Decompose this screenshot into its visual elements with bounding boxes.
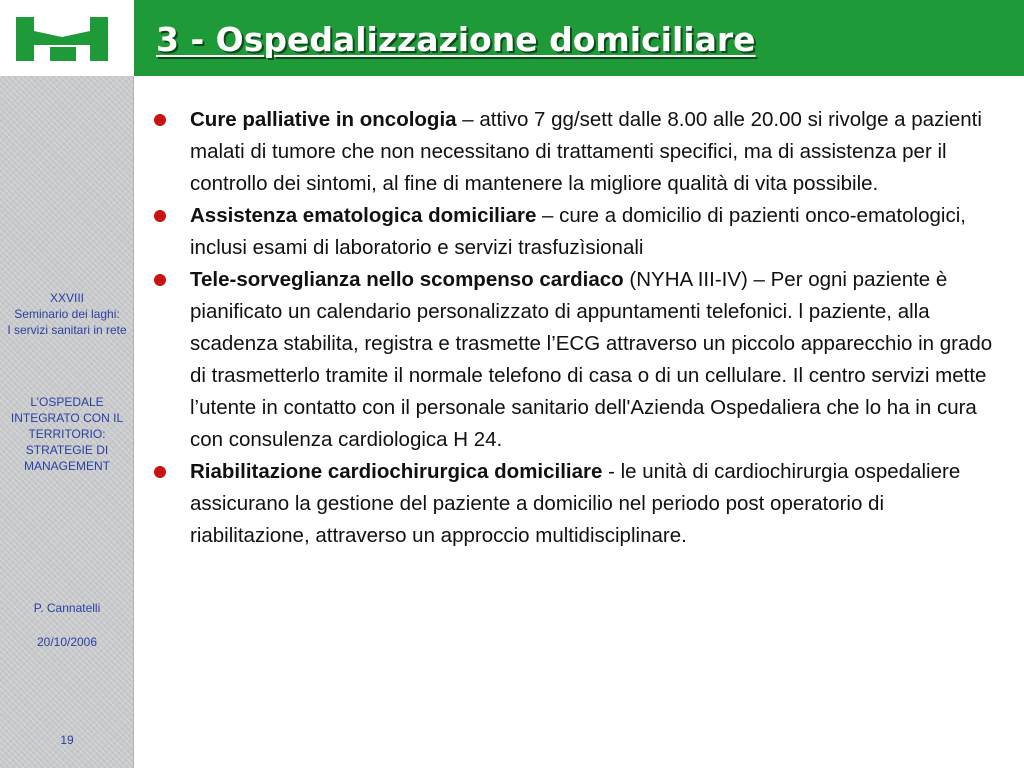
list-item-heading: Tele-sorveglianza nello scompenso cardiaco xyxy=(190,268,624,291)
page-title: 3 - Ospedalizzazione domiciliare xyxy=(156,20,756,59)
list-item-text: – attivo 7 gg/sett dalle 8.00 alle 20.00 si rivolge a pazienti malati di tumore che non necessitano di trattamenti specifici, ma di assistenza per il controllo dei sintomi, al fine di mantenere la migliore qualità di vita possibile. xyxy=(190,108,982,195)
list-item xyxy=(152,200,997,264)
hospital-h-logo-icon xyxy=(16,17,110,61)
list-item-heading: Cure palliative in oncologia xyxy=(190,108,457,131)
list-item xyxy=(152,264,997,456)
list-item-text: (NYHA III-IV) – Per ogni paziente è pianificato un calendario personalizzato di appuntamenti telefonici. l paziente, alla scadenza stabilita, registra e trasmette l’ECG attraverso un piccolo apparecchio in grado di trasmetterlo tramite il normale telefono di casa o di un cellulare. Il centro servizi mette l’utente in contatto con il personale sanitario dell'Azienda Ospedaliera che lo ha in cura con consulenza cardiologica H 24. xyxy=(190,268,993,451)
list-item-heading: Assistenza ematologica domiciliare xyxy=(190,204,537,227)
sidebar-event-name: XXVIII Seminario dei laghi: I servizi sanitari in rete xyxy=(7,291,127,337)
sidebar-topic: L’OSPEDALE INTEGRATO CON IL TERRITORIO: STRATEGIE DI MANAGEMENT xyxy=(10,395,124,473)
list-item-text: - le unità di cardiochirurgia ospedaliere assicurano la gestione del paziente a domicilio nel periodo post operatorio di riabilitazione, attraverso un approccio multidisciplinare. xyxy=(190,460,961,547)
bullet-dot-icon xyxy=(154,210,166,222)
sidebar xyxy=(0,76,134,768)
bullet-list xyxy=(152,104,997,552)
sidebar-author: P. Cannatelli xyxy=(33,601,101,615)
list-item xyxy=(152,456,997,552)
bullet-dot-icon xyxy=(154,274,166,286)
list-item-text: – cure a domicilio di pazienti onco-ematologici, inclusi esami di laboratorio e servizi trasfuzìsionali xyxy=(190,204,966,259)
page-number: 19 xyxy=(60,733,74,747)
bullet-dot-icon xyxy=(154,114,166,126)
list-item-heading: Riabilitazione cardiochirurgica domiciliare xyxy=(190,460,603,483)
title-bar xyxy=(134,0,1024,76)
sidebar-date: 20/10/2006 xyxy=(36,635,98,649)
bullet-dot-icon xyxy=(154,466,166,478)
logo xyxy=(0,0,134,76)
list-item xyxy=(152,104,997,200)
